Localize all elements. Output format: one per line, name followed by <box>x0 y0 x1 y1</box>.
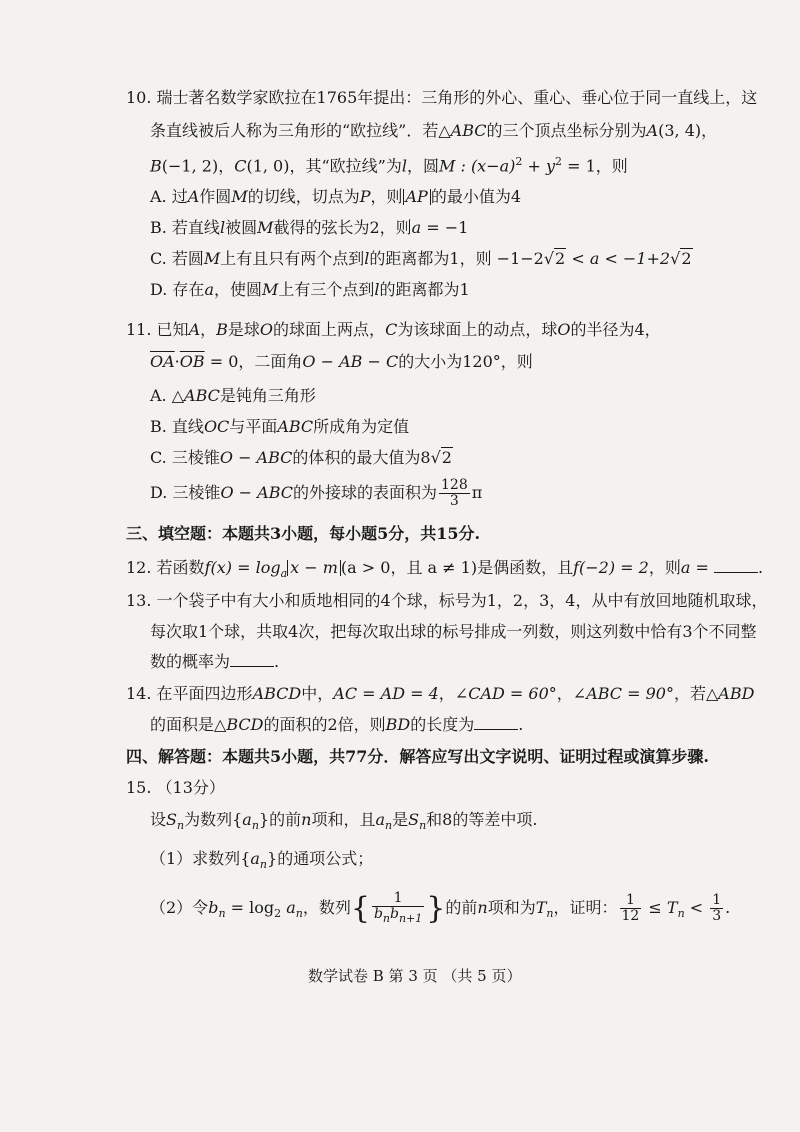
option-text: B. 若直线 <box>150 218 220 237</box>
q14-text: ， <box>438 684 455 703</box>
option-text: A. 过 <box>150 187 188 206</box>
q15-sub: n <box>385 819 393 833</box>
option-math: a <box>411 218 422 237</box>
q15-number: 15. <box>126 778 152 797</box>
left-brace: { <box>240 849 251 868</box>
numerator: 1 <box>620 893 642 909</box>
q15-math: ≤ T <box>643 898 678 917</box>
q12-text: ，则 <box>648 558 681 577</box>
option-text: ，则 <box>370 187 403 206</box>
q12-math: f(x) = log <box>204 558 281 577</box>
radicand: 2 <box>681 249 692 268</box>
fraction <box>710 893 723 924</box>
q15-sub: n <box>218 907 226 921</box>
q10-number: 10. <box>126 88 152 107</box>
q15-math: b <box>208 898 219 917</box>
q10-text: 的三个顶点坐标分别为 <box>486 121 647 140</box>
q10-line-2 <box>150 121 717 141</box>
vector: $\overline{OA}$ <box>150 352 175 371</box>
q11-text: 的半径为4， <box>570 320 661 339</box>
q14-math: BD <box>385 715 411 734</box>
q10-math: B <box>150 156 162 176</box>
denominator: 3 <box>449 493 459 509</box>
q10-math: M <box>438 156 456 176</box>
q11-text: ， <box>200 320 217 339</box>
option-text: D. 存在 <box>150 280 205 299</box>
q10-math: : (x−a) <box>455 156 516 176</box>
q15-text: ，数列 <box>302 898 351 917</box>
q15-text: 的通项公式； <box>277 849 374 868</box>
option-text: B. 直线 <box>150 417 204 436</box>
q14-math: ∠ABC = 90° <box>572 684 674 703</box>
option-text: 作圆 <box>199 187 232 206</box>
q10-option-a <box>150 187 521 207</box>
option-text: 的切线，切点为 <box>247 187 360 206</box>
option-text: 截得的弦长为2，则 <box>273 218 412 237</box>
q12-number: 12. <box>126 558 152 577</box>
q15-math: b <box>390 906 399 923</box>
numerator: 1 <box>372 891 424 907</box>
option-math: l <box>374 280 380 299</box>
option-text: 的外接球的表面积为 <box>292 483 437 502</box>
q10-line-1 <box>126 88 757 108</box>
q15-sub: 2 <box>274 907 282 921</box>
q10-option-b <box>150 218 468 238</box>
q12-text: (a > 0，且 a ≠ 1)是偶函数，且 <box>340 558 574 577</box>
q10-math: C <box>234 156 247 176</box>
q10-text: 瑞士著名数学家欧拉在1765年提出：三角形的外心、重心、垂心位于同一直线上，这 <box>156 88 758 107</box>
q15-text: 项和为 <box>487 898 536 917</box>
option-math: M <box>231 187 248 206</box>
option-text: 的距离都为1 <box>379 280 470 299</box>
denominator: 3 <box>712 908 722 924</box>
left-brace: { <box>232 810 243 829</box>
q14-text: ，若△ <box>673 684 719 703</box>
q14-text: . <box>518 715 524 734</box>
option-math: O − ABC <box>219 448 293 467</box>
q14-number: 14. <box>126 684 152 703</box>
q15-math: a <box>242 810 252 829</box>
q13-text: 数的概率为 <box>150 652 231 671</box>
q15-text: 和8的等差中项. <box>426 810 538 829</box>
fraction <box>372 891 424 926</box>
q11-line-2 <box>150 352 533 372</box>
q11-text: 的球面上两点， <box>273 320 386 339</box>
right-brace: } <box>258 810 270 829</box>
q12-text: = <box>690 558 714 577</box>
q11-text: 为该球面上的动点，球 <box>397 320 558 339</box>
q15-sub: n <box>251 819 259 833</box>
sqrt: √2 <box>430 448 452 467</box>
option-math: M <box>203 249 221 268</box>
option-math: P <box>359 187 371 206</box>
q10-math: l <box>401 156 407 176</box>
q10-sup: 2 <box>555 155 563 168</box>
option-text: 所成角为定值 <box>313 417 410 436</box>
left-brace: { <box>350 890 370 926</box>
option-text: 的距离都为1，则 −1−2 <box>369 249 544 268</box>
q14-text: 的面积的2倍，则 <box>263 715 386 734</box>
q15-math: a <box>250 849 260 868</box>
q14-math: ∠CAD = 60° <box>454 684 557 703</box>
q15-stem <box>150 810 537 836</box>
q14-math: ABD <box>718 684 755 703</box>
q11-line-1 <box>126 320 661 340</box>
q10-line-3 <box>150 152 628 176</box>
q15-math: a <box>281 898 296 917</box>
q15-sub: n <box>419 819 427 833</box>
q11-text: 是球 <box>227 320 260 339</box>
option-text: 被圆 <box>225 218 258 237</box>
option-math: A <box>187 187 200 206</box>
q15-math: n <box>301 810 312 829</box>
q15-text: （1）求数列 <box>150 849 241 868</box>
q11-math: B <box>216 320 228 339</box>
q15-part-2 <box>150 888 730 928</box>
q11-math: A <box>188 320 201 339</box>
q15-score: （13分） <box>156 778 225 797</box>
q11-text: 的大小为120°，则 <box>398 352 533 371</box>
radicand: 2 <box>441 448 452 467</box>
q15-part-1 <box>150 849 373 875</box>
q10-text: (1, 0)，其“欧拉线”为 <box>246 156 402 176</box>
q10-option-c <box>150 249 693 269</box>
sqrt: √2 <box>543 249 566 268</box>
q13-text: . <box>274 652 280 671</box>
q15-math: < <box>684 898 709 917</box>
q11-option-d <box>150 478 482 512</box>
option-text: C. 三棱锥 <box>150 448 220 467</box>
q15-math: a <box>375 810 385 829</box>
right-brace: } <box>267 849 278 868</box>
q11-text: 已知 <box>156 320 189 339</box>
q15-sub: n <box>295 907 303 921</box>
q14-text: 在平面四边形 <box>156 684 253 703</box>
q14-math: AC = AD = 4 <box>333 684 439 703</box>
option-text: 上有且只有两个点到 <box>220 249 365 268</box>
option-math: l <box>364 249 370 268</box>
q15-sub: n <box>176 819 185 833</box>
option-text: 是钝角三角形 <box>219 386 316 405</box>
answer-blank[interactable] <box>714 558 758 573</box>
q15-math: S <box>166 810 177 829</box>
q12-math: f(−2) = 2 <box>573 558 649 577</box>
vector: $\overline{OB}$ <box>179 352 205 371</box>
q14-math: BCD <box>226 715 264 734</box>
q12-math: a <box>680 558 691 577</box>
option-text: 的体积的最大值为8 <box>292 448 431 467</box>
q10-math: + y <box>522 156 556 176</box>
q15-text: 项和，且 <box>311 810 376 829</box>
q11-option-c <box>150 448 453 468</box>
option-text: C. 若圆 <box>150 249 204 268</box>
numerator: 1 <box>712 892 722 908</box>
q15-text: ，证明： <box>553 898 618 917</box>
right-brace: } <box>426 890 446 926</box>
radicand: 2 <box>555 249 566 268</box>
q15-text: 的前 <box>269 810 302 829</box>
q15-sub: n <box>382 911 390 925</box>
option-text: A. △ <box>150 386 185 405</box>
q15-sub: n+1 <box>398 911 423 925</box>
option-text: 与平面 <box>229 417 278 436</box>
option-math: OC <box>203 417 230 436</box>
option-text: π <box>471 483 483 502</box>
q13-line-1 <box>126 591 767 611</box>
q15-text: 为数列 <box>184 810 233 829</box>
q14-text: 的面积是△ <box>150 715 227 734</box>
abs-value: AP <box>403 189 431 205</box>
q11-math: C <box>385 320 398 339</box>
answer-blank[interactable] <box>230 652 274 667</box>
q15-text: 设 <box>150 810 167 829</box>
option-math: a <box>204 280 214 299</box>
q14-text: 中， <box>301 684 334 703</box>
q13-number: 13. <box>126 591 152 610</box>
q14-line-1 <box>126 684 754 704</box>
q14-text: 的长度为 <box>410 715 475 734</box>
option-text: ，使圆 <box>213 280 262 299</box>
q15-sub: n <box>546 907 554 921</box>
q15-math: b <box>373 906 383 923</box>
answer-blank[interactable] <box>474 715 518 730</box>
q15-math: n <box>477 898 488 917</box>
option-text: D. 三棱锥 <box>150 483 221 502</box>
q15-sub: n <box>259 858 268 872</box>
q11-text: · <box>174 352 180 371</box>
q13-line-2: 每次取1个球，共取4次，把每次取出球的标号排成一列数，则这列数中恰有3个不同整 <box>150 622 757 641</box>
option-text: 上有三个点到 <box>278 280 375 299</box>
q11-text: = 0，二面角 <box>204 352 303 371</box>
q15-text: 是 <box>392 810 409 829</box>
q10-sup: 2 <box>515 155 523 168</box>
q12-line <box>126 558 763 584</box>
q15-text: . <box>725 898 731 917</box>
fraction <box>620 893 642 924</box>
q11-math: O − AB − C <box>302 352 399 371</box>
q15-text: 的前 <box>445 898 478 917</box>
q14-math: ABCD <box>252 684 302 703</box>
q11-math: O <box>259 320 274 339</box>
q10-text: 条直线被后人称为三角形的“欧拉线”．若△ <box>150 121 451 140</box>
q11-number: 11. <box>126 320 152 339</box>
denominator <box>372 907 424 926</box>
q15-math: S <box>408 810 420 829</box>
q15-math: T <box>535 898 547 917</box>
section-4-heading: 四、解答题：本题共5小题，共77分．解答应写出文字说明、证明过程或演算步骤. <box>126 747 709 766</box>
q15-header <box>126 778 225 798</box>
q10-option-d <box>150 280 470 300</box>
q15-text: = log <box>225 898 275 917</box>
option-math: O − ABC <box>220 483 293 502</box>
q11-math: O <box>557 320 571 339</box>
denominator: 12 <box>621 908 640 924</box>
q14-text: ， <box>556 684 573 703</box>
q15-text: （2）令 <box>150 898 209 917</box>
q14-line-2 <box>150 715 523 735</box>
q11-option-b <box>150 417 409 437</box>
numerator: 128 <box>441 477 468 493</box>
q15-sub: n <box>677 907 685 921</box>
q10-math: A <box>646 121 659 140</box>
abs-value: x − m <box>287 560 341 576</box>
option-math: ABC <box>184 386 220 405</box>
q10-text: (−1, 2)， <box>161 156 235 176</box>
q12-text: 若函数 <box>156 558 205 577</box>
q10-math: ABC <box>450 121 487 140</box>
q13-line-3 <box>150 652 279 672</box>
q10-text: = 1，则 <box>562 156 628 176</box>
q11-option-a <box>150 386 316 406</box>
q10-text: (3, 4)， <box>658 121 718 140</box>
section-3-heading: 三、填空题：本题共3小题，每小题5分，共15分. <box>126 524 481 543</box>
q10-text: ，圆 <box>406 156 439 176</box>
q13-text: 一个袋子中有大小和质地相同的4个球，标号为1，2，3，4，从中有放回地随机取球， <box>156 591 768 610</box>
option-math: < a < −1+2 <box>566 249 671 268</box>
option-text: 的最小值为4 <box>430 187 522 206</box>
q12-sub: a <box>280 567 288 581</box>
option-math: M <box>262 280 279 299</box>
option-math: l <box>219 218 226 237</box>
option-math: ABC <box>277 417 314 436</box>
option-math: M <box>257 218 274 237</box>
fraction <box>439 478 470 509</box>
q12-text: . <box>757 558 764 577</box>
sqrt: √2 <box>670 249 692 268</box>
option-text: = −1 <box>421 218 469 237</box>
page-footer: 数学试卷 B 第 3 页 （共 5 页） <box>308 967 522 985</box>
